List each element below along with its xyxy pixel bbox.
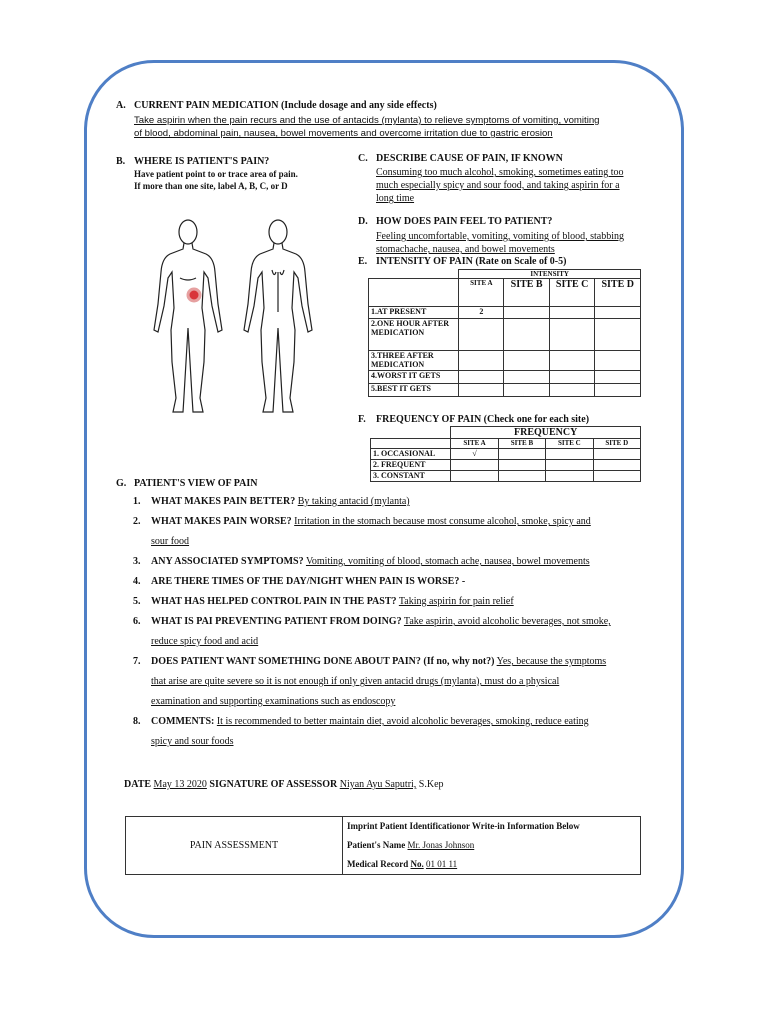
imprint-instruction: Imprint Patient Identificationor Write-in Information Below	[347, 821, 580, 831]
date-label: DATE	[124, 779, 152, 790]
intensity-row	[369, 307, 641, 319]
section-g-title: PATIENT'S VIEW OF PAIN	[134, 478, 258, 489]
frequency-col-d: SITE D	[593, 439, 640, 449]
question-8: 8. COMMENTS: It is recommended to better maintain diet, avoid alcoholic beverages, smoking, reduce eating spicy and sour foods	[133, 716, 589, 747]
section-e-label: E.	[358, 256, 368, 267]
question-5: 5. WHAT HAS HELPED CONTROL PAIN IN THE PAST? Taking aspirin for pain relief	[133, 596, 514, 607]
intensity-cell	[549, 384, 595, 397]
intensity-cell: 2	[459, 307, 504, 319]
section-c-line-3: long time	[376, 193, 415, 204]
intensity-cell	[459, 319, 504, 351]
body-front-outline	[154, 220, 222, 412]
intensity-col-d: SITE D	[595, 279, 641, 307]
frequency-cell: √	[451, 449, 498, 460]
frequency-corner	[371, 427, 451, 439]
pain-site-marker	[188, 289, 200, 301]
intensity-cell	[595, 371, 641, 384]
signature-label: SIGNATURE OF ASSESSOR	[209, 779, 338, 790]
intensity-cell	[459, 351, 504, 371]
medical-record-no-label: No.	[410, 859, 424, 869]
intensity-cell	[549, 319, 595, 351]
frequency-cell	[546, 471, 593, 482]
body-back-outline	[244, 220, 312, 412]
section-e-title: INTENSITY OF PAIN (Rate on Scale of 0-5)	[376, 256, 567, 267]
medical-record-label: Medical Record	[347, 859, 409, 869]
intensity-col-c: SITE C	[549, 279, 595, 307]
frequency-cell	[451, 460, 498, 471]
section-b-label: B.	[116, 156, 126, 167]
section-a-title: CURRENT PAIN MEDICATION (Include dosage and any side effects)	[134, 100, 437, 111]
section-c-title: DESCRIBE CAUSE OF PAIN, IF KNOWN	[376, 153, 563, 164]
patient-name-value: Mr. Jonas Johnson	[407, 840, 475, 850]
section-a-text-1: Take aspirin when the pain recurs and the use of antacids (mylanta) to relieve symptoms of vomiting, vomiting	[134, 115, 600, 126]
intensity-cell	[595, 319, 641, 351]
frequency-row	[371, 449, 641, 460]
question-3: 3. ANY ASSOCIATED SYMPTOMS? Vomiting, vomiting of blood, stomach ache, nausea, bowel movements	[133, 556, 590, 567]
intensity-col-a: SITE A	[459, 279, 504, 307]
assessor-credential: S.Kep	[418, 779, 444, 790]
frequency-row	[371, 471, 641, 482]
frequency-cell	[593, 449, 640, 460]
section-f-label: F.	[358, 414, 366, 425]
section-c-line-1: Consuming too much alcohol, smoking, sometimes eating too	[376, 167, 624, 178]
patient-info-cell	[343, 817, 641, 875]
date-value: May 13 2020	[153, 779, 207, 790]
intensity-cell	[549, 371, 595, 384]
intensity-row	[369, 319, 641, 351]
intensity-col-b: SITE B	[504, 279, 550, 307]
frequency-table	[370, 426, 641, 482]
intensity-table	[368, 269, 641, 397]
intensity-cell	[549, 307, 595, 319]
frequency-group-header: FREQUENCY	[451, 427, 641, 439]
question-2: 2. WHAT MAKES PAIN WORSE? Irritation in the stomach because most consume alcohol, smoke, spicy and sour food	[133, 516, 591, 547]
section-g-label: G.	[116, 478, 127, 489]
intensity-row	[369, 351, 641, 371]
pain-assessment-title: PAIN ASSESSMENT	[126, 817, 343, 875]
section-d-line-2: stomachache, nausea, and bowel movements	[376, 244, 555, 255]
frequency-cell	[498, 460, 545, 471]
patient-name-label: Patient's Name	[347, 840, 406, 850]
intensity-row-label: 1.AT PRESENT	[369, 307, 459, 319]
intensity-cell	[459, 384, 504, 397]
frequency-row	[371, 460, 641, 471]
intensity-group-header: INTENSITY	[459, 270, 641, 279]
intensity-cell	[504, 384, 550, 397]
frequency-cell	[451, 471, 498, 482]
frequency-cell	[546, 449, 593, 460]
section-d-label: D.	[358, 216, 368, 227]
intensity-corner-2	[369, 279, 459, 307]
intensity-cell	[549, 351, 595, 371]
frequency-cell	[546, 460, 593, 471]
intensity-row-label: 3.THREE AFTER MEDICATION	[369, 351, 459, 371]
intensity-row-label: 4.WORST IT GETS	[369, 371, 459, 384]
intensity-row-label: 5.BEST IT GETS	[369, 384, 459, 397]
intensity-cell	[595, 384, 641, 397]
section-b-line-2: If more than one site, label A, B, C, or D	[134, 181, 288, 191]
section-a-label: A.	[116, 100, 126, 111]
frequency-row-label: 2. FREQUENT	[371, 460, 451, 471]
section-b-line-1: Have patient point to or trace area of pain.	[134, 169, 298, 179]
frequency-cell	[593, 471, 640, 482]
intensity-cell	[459, 371, 504, 384]
section-c-line-2: much especially spicy and sour food, and taking aspirin for a	[376, 180, 620, 191]
intensity-cell	[504, 351, 550, 371]
intensity-cell	[504, 319, 550, 351]
section-c-label: C.	[358, 153, 368, 164]
frequency-col-b: SITE B	[498, 439, 545, 449]
patient-id-box	[125, 816, 641, 875]
question-4: 4. ARE THERE TIMES OF THE DAY/NIGHT WHEN PAIN IS WORSE? -	[133, 576, 466, 587]
assessor-name: Niyan Ayu Saputri,	[339, 779, 417, 790]
section-f-title: FREQUENCY OF PAIN (Check one for each site)	[376, 414, 590, 425]
frequency-cell	[498, 471, 545, 482]
intensity-cell	[504, 371, 550, 384]
section-b-title: WHERE IS PATIENT'S PAIN?	[134, 156, 270, 167]
signature-line	[124, 779, 444, 790]
frequency-col-c: SITE C	[546, 439, 593, 449]
section-d-line-1: Feeling uncomfortable, vomiting, vomiting of blood, stabbing	[376, 231, 625, 242]
intensity-row-label: 2.ONE HOUR AFTER MEDICATION	[369, 319, 459, 351]
frequency-row-label: 3. CONSTANT	[371, 471, 451, 482]
question-6: 6. WHAT IS PAI PREVENTING PATIENT FROM DOING? Take aspirin, avoid alcoholic beverages, not smoke, reduce spicy food and acid	[133, 616, 611, 647]
intensity-cell	[595, 351, 641, 371]
medical-record-number: 01 01 11	[425, 859, 458, 869]
frequency-cell	[593, 460, 640, 471]
question-7: 7. DOES PATIENT WANT SOMETHING DONE ABOUT PAIN? (If no, why not?) Yes, because the symptoms that arise are quite severe so it is not enough if only given antacid drugs (mylanta), must do a physical examination and supporting examinations such as endoscopy	[133, 656, 607, 707]
frequency-col-a: SITE A	[451, 439, 498, 449]
body-diagram	[150, 212, 330, 424]
question-1: 1. WHAT MAKES PAIN BETTER? By taking antacid (mylanta)	[133, 496, 410, 507]
intensity-row	[369, 371, 641, 384]
frequency-corner-2	[371, 439, 451, 449]
section-a-text-2: of blood, abdominal pain, nausea, bowel movements and overcome irritation due to gastric erosion	[134, 128, 553, 139]
intensity-corner	[369, 270, 459, 279]
frequency-row-label: 1. OCCASIONAL	[371, 449, 451, 460]
intensity-cell	[504, 307, 550, 319]
section-d-title: HOW DOES PAIN FEEL TO PATIENT?	[376, 216, 553, 227]
intensity-row	[369, 384, 641, 397]
frequency-cell	[498, 449, 545, 460]
intensity-cell	[595, 307, 641, 319]
